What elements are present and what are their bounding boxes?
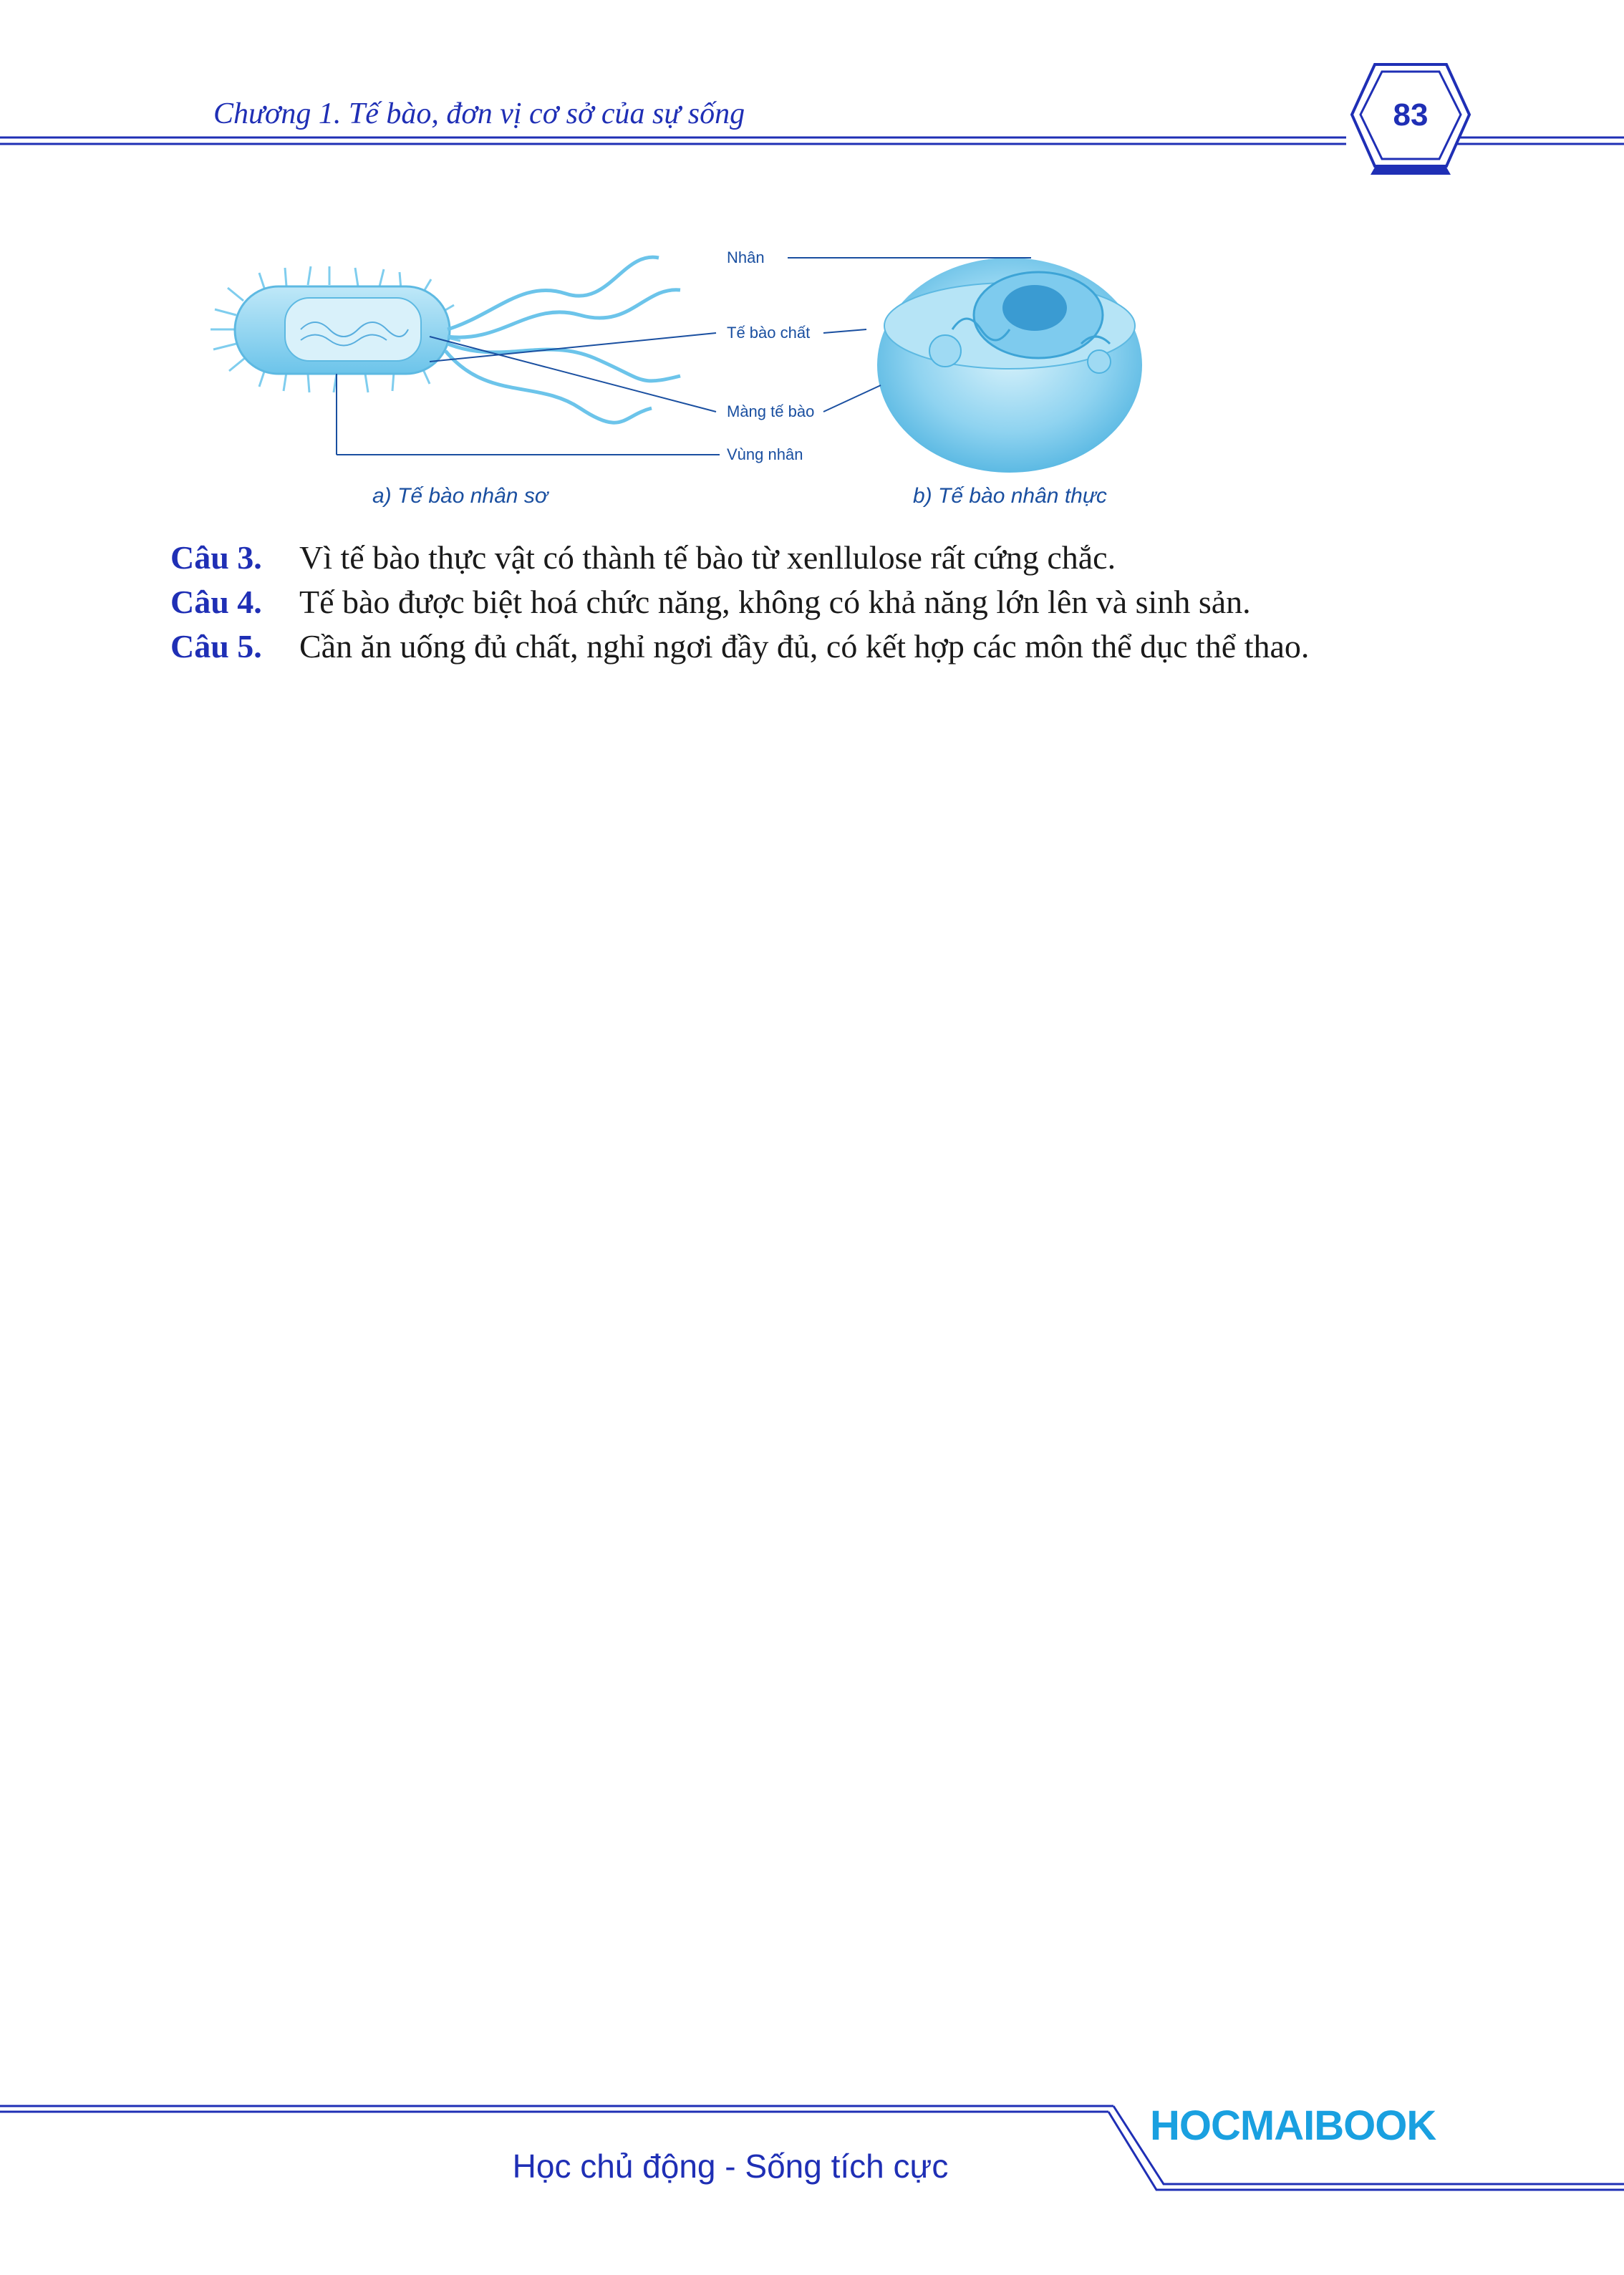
cell-comparison-figure [193,193,1210,516]
answer-4 [170,586,1251,619]
chapter-title: Chương 1. Tế bào, đơn vị cơ sở của sự sống [213,97,745,130]
answer-text: Vì tế bào thực vật có thành tế bào từ xenllulose rất cứng chắc. [299,539,1116,576]
answer-number: Câu 5. [170,628,262,665]
label-membrane: Màng tế bào [727,402,815,420]
eukaryotic-cell-illustration [877,258,1142,473]
answer-text: Cần ăn uống đủ chất, nghỉ ngơi đầy đủ, có kết hợp các môn thể dục thể thao. [299,628,1310,665]
prokaryotic-cell-illustration [211,257,680,422]
caption-eukaryote: b) Tế bào nhân thực [913,484,1107,508]
answer-3 [170,541,1116,574]
footer-slogan: Học chủ động - Sống tích cực [512,2148,949,2185]
answer-number: Câu 3. [170,539,262,576]
answer-number: Câu 4. [170,584,262,620]
publisher-logo: HOCMAIBOOK [1150,2102,1436,2149]
answer-text: Tế bào được biệt hoá chức năng, không có khả năng lớn lên và sinh sản. [299,584,1251,620]
label-nucleus: Nhân [727,248,765,266]
label-nucleoid: Vùng nhân [727,445,803,463]
caption-prokaryote: a) Tế bào nhân sơ [372,484,548,508]
label-cytoplasm: Tế bào chất [727,324,811,342]
page-number: 83 [1393,97,1429,132]
answer-5 [170,630,1309,663]
